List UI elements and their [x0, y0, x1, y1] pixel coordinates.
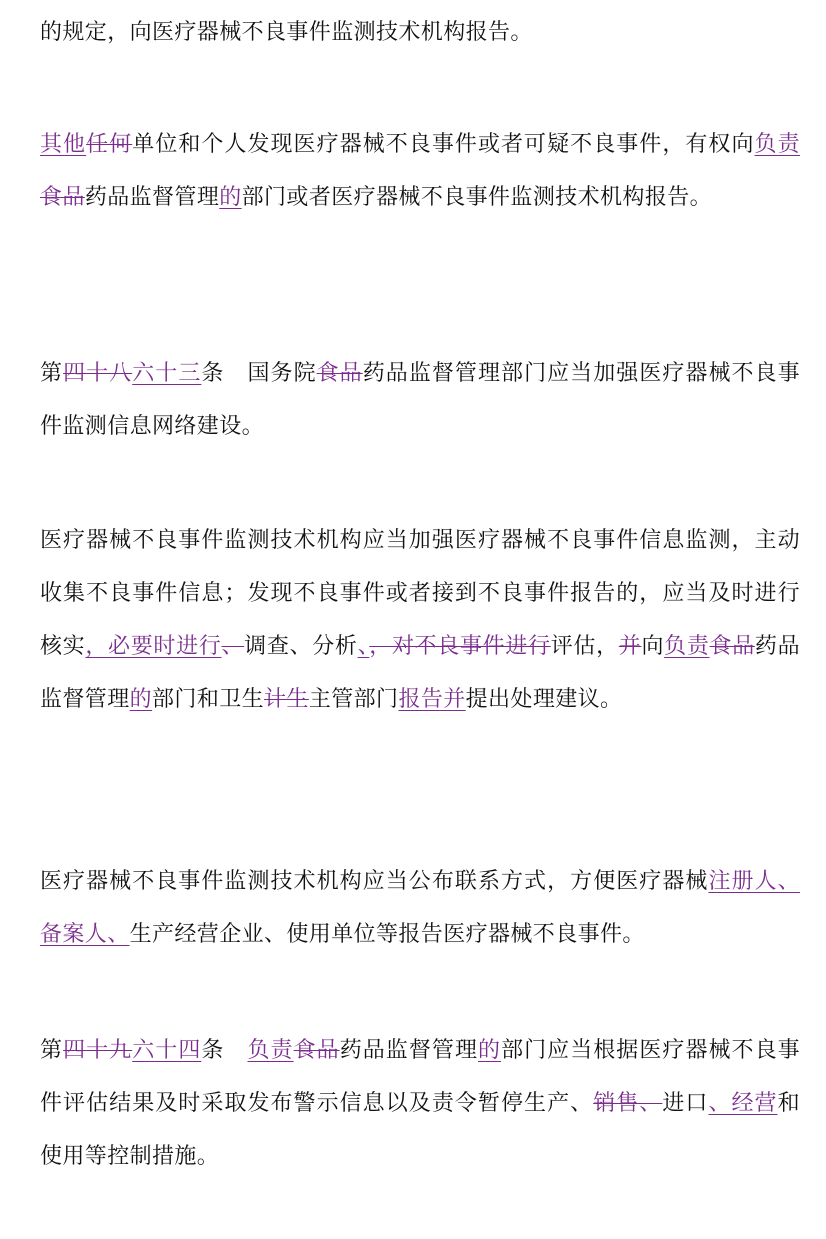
body-text: 第: [40, 1038, 64, 1063]
inserted-text: ，必要时进行: [85, 634, 222, 659]
body-text: 的规定，向医疗器械不良事件监测技术机构报告。: [40, 20, 533, 45]
deleted-text: 、: [221, 634, 245, 659]
paragraph-monitoring-agency-duties: [40, 514, 800, 726]
inserted-text: 其他: [40, 132, 87, 157]
body-text: 提出处理建议。: [465, 687, 623, 712]
paragraph-article-63: [40, 347, 800, 453]
body-text: 和使用等控制措施。: [40, 1091, 801, 1169]
body-text: 药品监督管理: [40, 634, 800, 712]
body-text: 药品监督管理: [84, 185, 220, 210]
inserted-text: 六十四: [132, 1038, 202, 1063]
body-text: 部门应当根据医疗器械不良事件评估结果及时采取发布警示信息以及责令暂停生产、: [40, 1038, 801, 1116]
inserted-text: 报告并: [398, 687, 466, 712]
body-text: 医疗器械不良事件监测技术机构应当加强医疗器械不良事件信息监测，主动收集不良事件信息；发现不良事件或者接到不良事件报告的，应当及时进行核实: [40, 528, 800, 659]
body-text: 部门和卫生: [152, 687, 265, 712]
inserted-text: 、: [357, 634, 370, 659]
body-text: 条 国务院: [201, 361, 317, 386]
body-text: 向: [641, 634, 665, 659]
inserted-text: 的: [219, 185, 242, 210]
inserted-text: 的: [129, 687, 153, 712]
body-text: 调查、分析: [244, 634, 358, 659]
deleted-text: 四十九: [63, 1038, 133, 1063]
deleted-text: 任何: [86, 132, 133, 157]
deleted-text: 计生: [264, 687, 309, 712]
paragraph-contact-info: [40, 855, 800, 961]
deleted-text: 食品: [293, 1038, 340, 1063]
body-text: 条: [201, 1038, 248, 1063]
body-text: 药品监督管理: [339, 1038, 478, 1063]
deleted-text: ，对不良事件进行: [369, 634, 551, 659]
body-text: 部门或者医疗器械不良事件监测技术机构报告。: [241, 185, 713, 210]
paragraph-other-units-report: [40, 118, 800, 224]
inserted-text: 、经营: [708, 1091, 778, 1116]
body-text: 进口: [662, 1091, 709, 1116]
body-text: 评估，: [550, 634, 619, 659]
paragraph-article-64: [40, 1024, 800, 1183]
body-text: 生产经营企业、使用单位等报告医疗器械不良事件。: [129, 922, 645, 947]
deleted-text: 四十八: [63, 361, 133, 386]
body-text: 主管部门: [308, 687, 399, 712]
body-text: 药品监督管理部门应当加强医疗器械不良事件监测信息网络建设。: [40, 361, 801, 439]
inserted-text: 负责: [664, 634, 710, 659]
deleted-text: 食品: [316, 361, 363, 386]
deleted-text: 销售、: [593, 1091, 663, 1116]
deleted-text: 食品: [40, 185, 85, 210]
body-text: 医疗器械不良事件监测技术机构应当公布联系方式，方便医疗器械: [40, 869, 709, 894]
inserted-text: 六十三: [132, 361, 202, 386]
paragraph-report-rule: [40, 6, 800, 59]
deleted-text: 并: [618, 634, 642, 659]
inserted-text: 负责: [754, 132, 800, 157]
inserted-text: 注册人、备案人、: [40, 869, 800, 947]
inserted-text: 的: [478, 1038, 502, 1063]
body-text: 第: [40, 361, 64, 386]
inserted-text: 负责: [247, 1038, 294, 1063]
body-text: 单位和个人发现医疗器械不良事件或者可疑不良事件，有权向: [132, 132, 755, 157]
deleted-text: 食品: [709, 634, 755, 659]
